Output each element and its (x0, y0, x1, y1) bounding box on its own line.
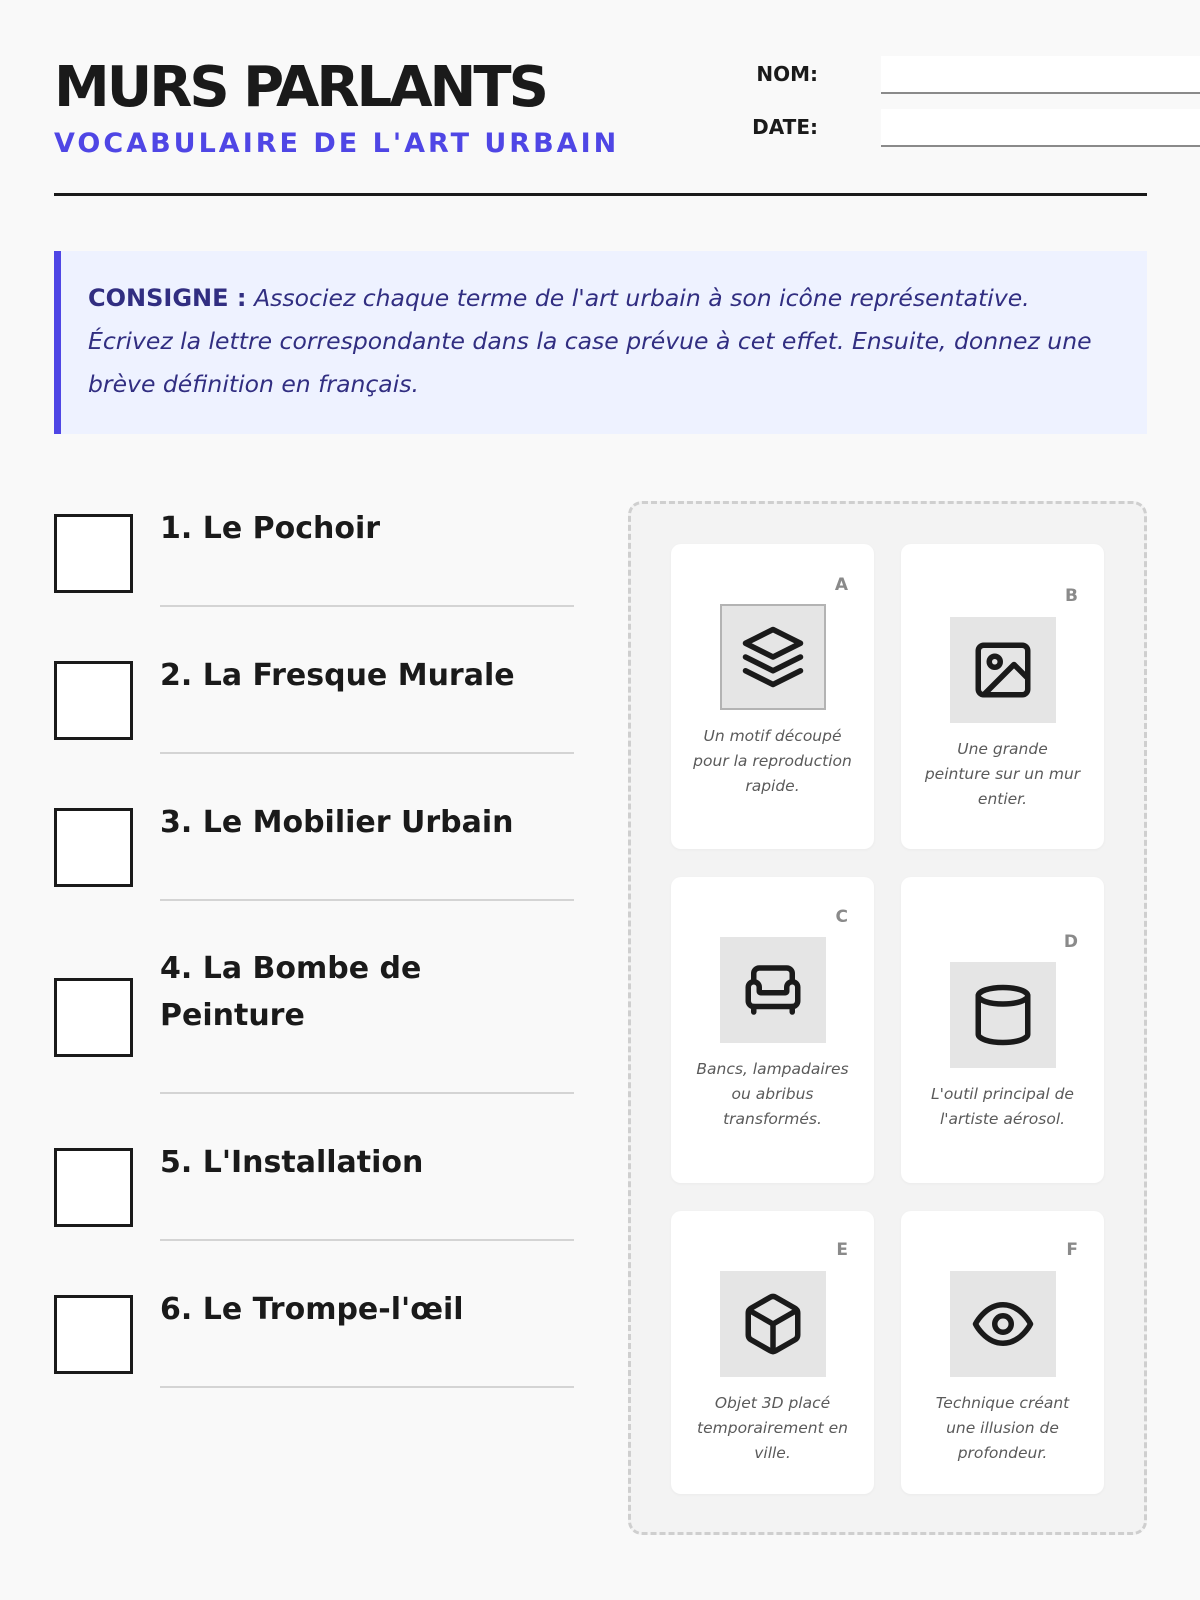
answer-box-3[interactable] (54, 808, 133, 887)
instruction-text: Associez chaque terme de l'art urbain à son icône représentative. Écrivez la lettre correspondante dans la case prévue à cet effet. Ensuite, donnez une brève définition en français. (88, 284, 1092, 398)
image-icon (950, 617, 1056, 723)
card-description: L'outil principal de l'artiste aérosol. (931, 1085, 1074, 1128)
name-row (748, 56, 1147, 96)
definition-line-2[interactable] (160, 752, 574, 754)
date-field[interactable] (881, 109, 1200, 147)
term-label-1: 1. Le Pochoir (160, 511, 381, 546)
term-label-5: 5. L'Installation (160, 1145, 424, 1180)
answer-box-4[interactable] (54, 978, 133, 1057)
term-label-2: 2. La Fresque Murale (160, 658, 515, 693)
term-item-4 (54, 945, 574, 1095)
definition-line-6[interactable] (160, 1386, 574, 1388)
definition-line-4[interactable] (160, 1092, 574, 1094)
card-letter: A (834, 575, 848, 595)
icon-card-b[interactable] (901, 544, 1104, 849)
icon-card-e[interactable] (671, 1211, 874, 1494)
armchair-icon (720, 937, 826, 1043)
card-description: Technique créant une illusion de profondeur. (935, 1394, 1070, 1462)
name-label: NOM: (756, 62, 818, 86)
card-letter: F (1066, 1240, 1078, 1260)
definition-line-1[interactable] (160, 605, 574, 607)
icon-card-d[interactable] (901, 877, 1104, 1183)
icon-panel (628, 501, 1147, 1535)
term-item-1 (54, 505, 574, 610)
term-item-3 (54, 799, 574, 904)
name-field[interactable] (881, 56, 1200, 94)
cylinder-icon (950, 962, 1056, 1068)
instruction-box (54, 251, 1147, 434)
term-item-5 (54, 1139, 574, 1244)
page-title: MURS PARLANTS (54, 55, 546, 120)
card-letter: B (1065, 586, 1078, 606)
answer-box-5[interactable] (54, 1148, 133, 1227)
card-letter: C (835, 907, 848, 927)
page-subtitle: VOCABULAIRE DE L'ART URBAIN (54, 128, 620, 159)
term-item-2 (54, 652, 574, 757)
answer-box-1[interactable] (54, 514, 133, 593)
definition-line-5[interactable] (160, 1239, 574, 1241)
definition-line-3[interactable] (160, 899, 574, 901)
answer-box-2[interactable] (54, 661, 133, 740)
instruction-label: CONSIGNE : (88, 284, 247, 312)
icon-card-f[interactable] (901, 1211, 1104, 1494)
answer-box-6[interactable] (54, 1295, 133, 1374)
layers-icon (720, 604, 826, 710)
date-label: DATE: (752, 115, 818, 139)
card-letter: D (1063, 932, 1078, 952)
term-label-4: 4. La Bombe de Peinture (160, 951, 422, 1033)
term-label-6: 6. Le Trompe-l'œil (160, 1292, 464, 1327)
card-description: Une grande peinture sur un mur entier. (924, 740, 1081, 808)
card-letter: E (836, 1240, 848, 1260)
date-row (748, 109, 1147, 149)
card-description: Bancs, lampadaires ou abribus transformés. (696, 1060, 849, 1128)
term-item-6 (54, 1286, 574, 1391)
icon-card-a[interactable] (671, 544, 874, 849)
card-description: Un motif découpé pour la reproduction rapide. (693, 727, 852, 795)
icon-card-c[interactable] (671, 877, 874, 1183)
cube-icon (720, 1271, 826, 1377)
term-label-3: 3. Le Mobilier Urbain (160, 805, 514, 840)
eye-icon (950, 1271, 1056, 1377)
worksheet-header (54, 56, 1147, 196)
card-description: Objet 3D placé temporairement en ville. (697, 1394, 848, 1462)
